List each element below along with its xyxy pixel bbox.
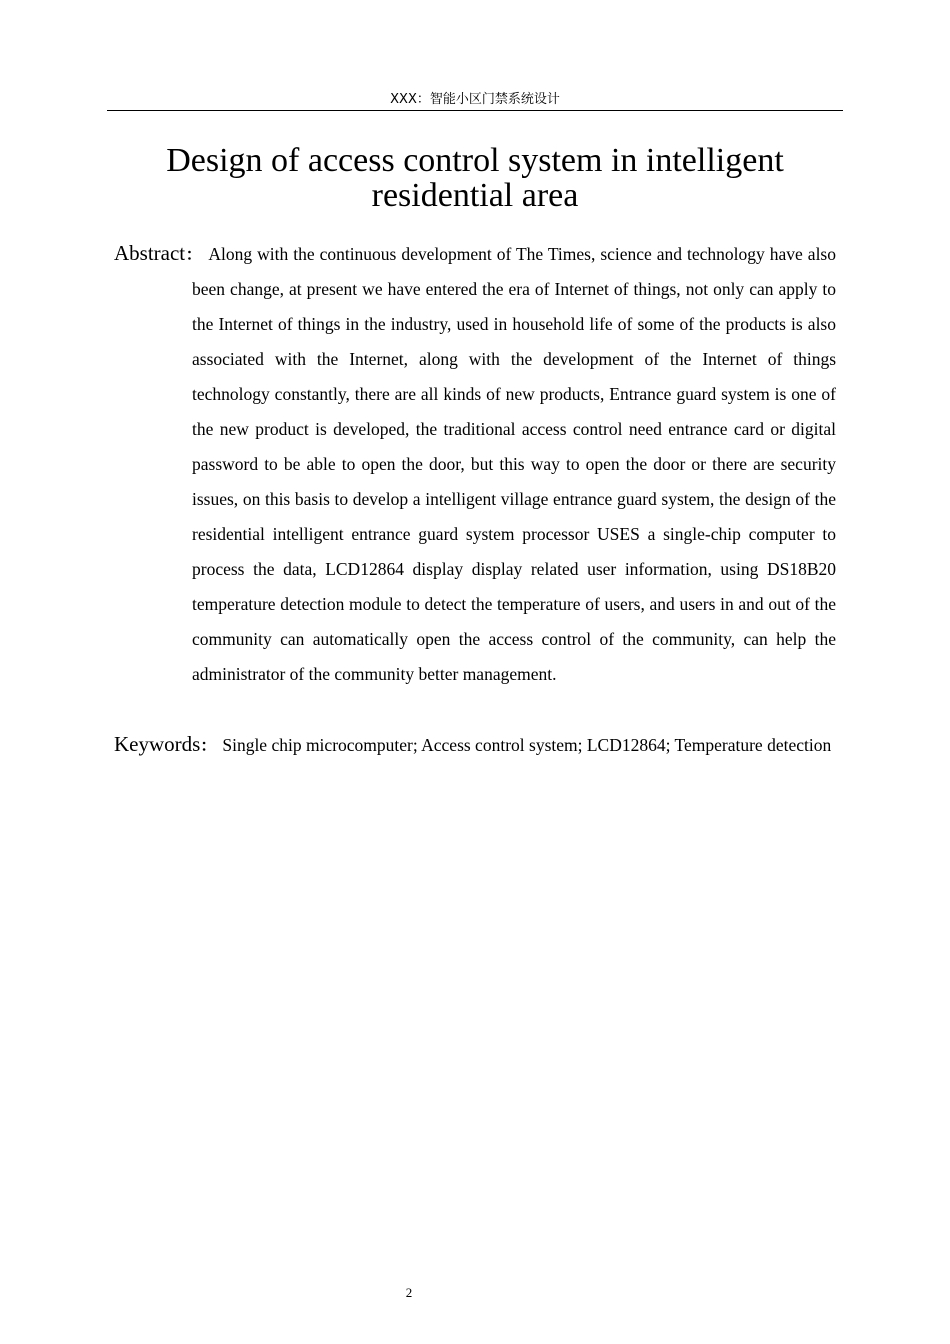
- abstract-label: Abstract: [114, 241, 186, 265]
- keywords-label: Keywords: [114, 732, 201, 756]
- abstract-text: Along with the continuous development of The Times, science and technology have also been change, at present we have entered the era of Internet of things, not only can apply to the Internet of things in the industry, used in household life of some of the products is also associated with the Internet, along with the development of the Internet of things technology constantly, there are all kinds of new products, Entrance guard system is one of the new product is developed, the traditional access control need entrance card or digital password to be able to open the door, but this way to open the door or there are security issues, on this basis to develop a intelligent village entrance guard system, the design of the residential intelligent entrance guard system processor USES a single-chip computer to process the data, LCD12864 display display related user information, using DS18B20 temperature detection module to detect the temperature of users, and users in and out of the community can automatically open the access control of the community, can help the administrator of the community better management.: [192, 244, 836, 684]
- keywords-text: Single chip microcomputer; Access control system; LCD12864; Temperature detection: [222, 735, 832, 755]
- page-number: 2: [405, 1285, 413, 1300]
- abstract-paragraph: [114, 236, 836, 692]
- paper-title: Design of access control system in intelligent residential area: [166, 142, 784, 214]
- keywords-colon: ：: [200, 736, 217, 755]
- header-rule: [107, 110, 843, 111]
- keywords-paragraph: [114, 728, 836, 762]
- running-header: XXX：智能小区门禁系统设计: [390, 92, 560, 107]
- abstract-colon: ：: [185, 245, 203, 264]
